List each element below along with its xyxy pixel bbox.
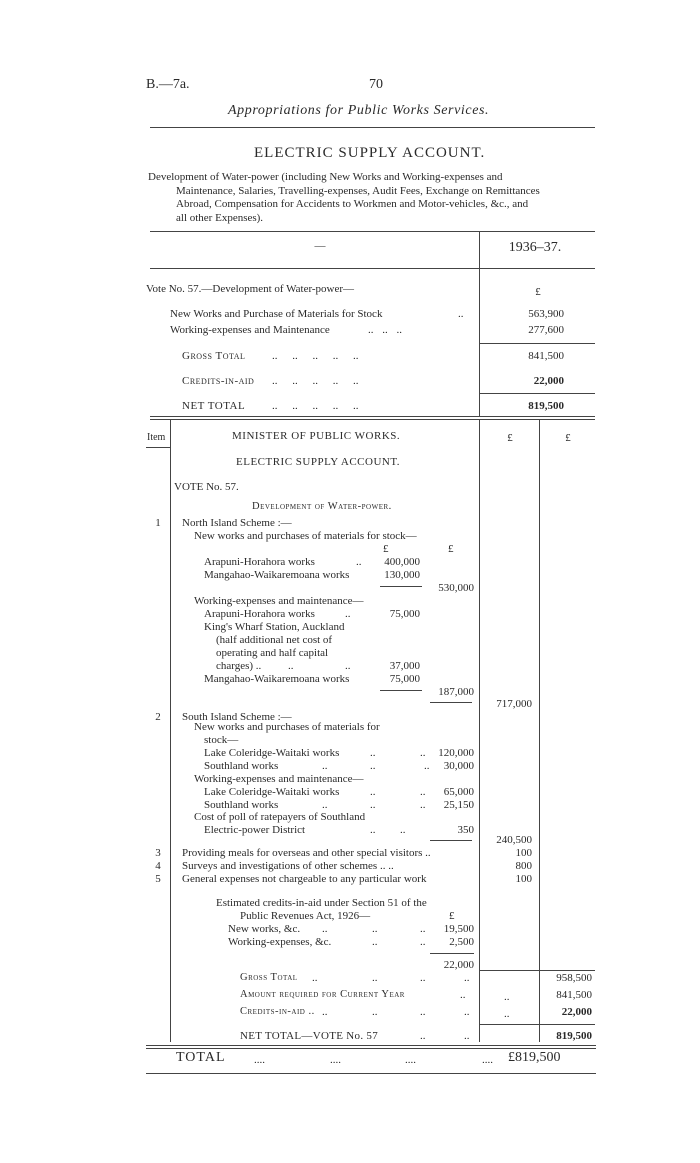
currency-col2: £	[565, 432, 571, 444]
leader-dots: ....	[405, 1054, 416, 1066]
summary-gross-label: Gross Total	[182, 350, 246, 362]
item-number: 3	[155, 847, 161, 859]
north-island-heading: North Island Scheme :—	[182, 517, 292, 529]
leader-dots: ..	[322, 799, 328, 811]
summary-row-label: Working-expenses and Maintenance	[170, 324, 330, 336]
est-new-works-label: New works, &c.	[228, 923, 301, 935]
ni-new-total: 530,000	[438, 582, 474, 594]
vote-line: Vote No. 57.—Development of Water-power—	[146, 283, 355, 295]
footer-rule	[146, 1073, 596, 1074]
summary-row-label: New Works and Purchase of Materials for Stock	[170, 308, 383, 320]
ni-working-heading: Working-expenses and maintenance—	[194, 595, 364, 607]
leader-dots: ..	[504, 991, 510, 1003]
amount-required-label: Amount required for Current Year	[240, 989, 405, 1000]
item-column-rule	[170, 419, 171, 1042]
summary-row-value: 563,900	[528, 308, 564, 320]
item-header-rule	[146, 447, 170, 448]
leader-dots: ..	[345, 608, 351, 620]
credits-in-aid-value: 22,000	[561, 1006, 592, 1018]
ni-total: 717,000	[496, 698, 532, 710]
summary-bottom-rule	[150, 416, 595, 417]
currency-col1: £	[507, 432, 513, 444]
summary-dots: .. .. .. .. ..	[272, 400, 359, 412]
southland-work-value: 25,150	[443, 799, 474, 811]
summary-subtotal-rule	[480, 343, 595, 344]
kings-wharf-value: 37,000	[389, 660, 420, 672]
amount-column-rule	[539, 419, 540, 1042]
leader-dots: ..	[420, 972, 426, 984]
item-label: Surveys and investigations of other schemes .. ..	[182, 860, 394, 872]
account-title: ELECTRIC SUPPLY ACCOUNT.	[254, 145, 486, 161]
leader-dots: ..	[464, 972, 470, 984]
totals-rule	[480, 1024, 595, 1025]
summary-currency: £	[535, 286, 541, 298]
southland-new-label: Southland works	[204, 760, 279, 772]
leader-dots: ....	[482, 1054, 493, 1066]
est-working-value: 2,500	[449, 936, 474, 948]
mangahao-work-label: Mangahao-Waikaremoana works	[204, 673, 350, 685]
leader-dots: ..	[370, 747, 376, 759]
item-label: General expenses not chargeable to any particular work	[182, 873, 427, 885]
si-total: 240,500	[496, 834, 532, 846]
leader-dots: ..	[322, 760, 328, 772]
leader-dots: ..	[420, 786, 426, 798]
si-new-works-line: New works and purchases of materials for	[194, 721, 380, 733]
ni-work-total: 187,000	[438, 686, 474, 698]
net-total-vote-label: NET TOTAL—VOTE No. 57	[240, 1030, 379, 1042]
lake-new-value: 120,000	[438, 747, 474, 759]
leader-dots: ..	[370, 760, 376, 772]
leader-dots: ..	[322, 923, 328, 935]
description-line: Maintenance, Salaries, Travelling-expenses, Audit Fees, Exchange on Remittances	[176, 184, 540, 197]
est-working-label: Working-expenses, &c.	[228, 936, 332, 948]
est-total: 22,000	[443, 959, 474, 971]
leader-dots: ..	[420, 747, 426, 759]
leader-dots: ..	[345, 660, 351, 672]
amount-required-value: 841,500	[556, 989, 592, 1001]
lake-work-value: 65,000	[443, 786, 474, 798]
summary-leader: ..	[458, 308, 464, 320]
kings-wharf-line: operating and half capital	[216, 647, 329, 659]
leader-dots: ..	[322, 1006, 328, 1018]
summary-gross-value: 841,500	[528, 350, 564, 362]
summary-top-rule	[150, 231, 595, 232]
leader-dots: ..	[420, 923, 426, 935]
gross-total-label: Gross Total	[240, 972, 298, 983]
summary-net-value: 819,500	[528, 400, 564, 412]
mangahao-new-label: Mangahao-Waikaremoana works	[204, 569, 350, 581]
summary-leader: .. .. ..	[368, 324, 402, 336]
poll-line: Electric-power District	[204, 824, 306, 836]
poll-label	[194, 811, 365, 837]
leader-dots: ..	[370, 786, 376, 798]
grand-total-label: TOTAL	[176, 1050, 226, 1065]
arapuni-work-label: Arapuni-Horahora works	[204, 608, 315, 620]
arapuni-new-value: 400,000	[384, 556, 420, 568]
net-total-vote-value: 819,500	[556, 1030, 592, 1042]
header-rule	[150, 127, 595, 128]
leader-dots: ..	[424, 760, 430, 772]
summary-credits-label: Credits-in-aid	[182, 375, 255, 387]
item-number: 4	[155, 860, 161, 872]
estimated-credits-heading	[216, 897, 427, 923]
leader-dots: ....	[254, 1054, 265, 1066]
leader-dots: ..	[288, 660, 294, 672]
southland-work-label: Southland works	[204, 799, 279, 811]
lake-work-label: Lake Coleridge-Waitaki works	[204, 786, 340, 798]
kings-wharf-line: (half additional net cost of	[216, 634, 333, 646]
subtotal-rule	[430, 953, 474, 954]
page-number: 70	[369, 77, 383, 92]
estimated-line: Estimated credits-in-aid under Section 51 of the	[216, 897, 427, 909]
item-value: 800	[515, 860, 532, 872]
leader-dots: ..	[312, 972, 318, 984]
leader-dots: ..	[464, 1030, 470, 1042]
mangahao-work-value: 75,000	[389, 673, 420, 685]
subtotal-rule	[380, 690, 422, 691]
amount-column-rule	[479, 419, 480, 1042]
arapuni-new-label: Arapuni-Horahora works	[204, 556, 315, 568]
si-working-heading: Working-expenses and maintenance—	[194, 773, 364, 785]
leader-dots: ..	[370, 824, 376, 836]
description-line: Abroad, Compensation for Accidents to Workmen and Motor-vehicles, &c., and	[176, 198, 529, 210]
subtotal-rule	[430, 702, 472, 703]
detail-bottom-rule	[146, 1048, 596, 1049]
item-value: 100	[515, 873, 532, 885]
leader-dots: ..	[400, 824, 406, 836]
arapuni-work-value: 75,000	[389, 608, 420, 620]
kings-wharf-line: King's Wharf Station, Auckland	[204, 621, 345, 633]
subtotal-rule	[380, 586, 422, 587]
leader-dots: ....	[330, 1054, 341, 1066]
report-code: B.—7a.	[146, 77, 190, 92]
leader-dots: ..	[372, 923, 378, 935]
est-new-works-value: 19,500	[443, 923, 474, 935]
page-subtitle: Appropriations for Public Works Services.	[228, 103, 490, 118]
item-number: 2	[155, 711, 161, 723]
detail-bottom-rule	[146, 1045, 596, 1046]
ni-new-works-heading: New works and purchases of materials for stock—	[194, 530, 417, 542]
leader-dots: ..	[460, 989, 466, 1001]
leader-dots: ..	[372, 936, 378, 948]
section-title: Development of Water-power.	[252, 501, 392, 512]
subtotal-rule	[430, 840, 472, 841]
item-value: 100	[515, 847, 532, 859]
leader-dots: ..	[372, 972, 378, 984]
leader-dots: ..	[372, 1006, 378, 1018]
lake-new-label: Lake Coleridge-Waitaki works	[204, 747, 340, 759]
item-number: 1	[155, 517, 161, 529]
poll-value: 350	[457, 824, 474, 836]
account-description	[148, 171, 540, 225]
vote-heading: VOTE No. 57.	[174, 481, 239, 493]
poll-line: Cost of poll of ratepayers of Southland	[194, 811, 366, 823]
totals-rule	[480, 970, 595, 971]
item-label: Providing meals for overseas and other special visitors ..	[182, 847, 431, 859]
description-line: Development of Water-power (including New Works and Working-expenses and	[148, 171, 503, 183]
summary-net-label: NET TOTAL	[182, 400, 246, 412]
summary-dash: —	[314, 240, 326, 252]
south-island-heading: South Island Scheme :—	[182, 711, 292, 723]
si-new-works-line: stock—	[204, 734, 239, 746]
leader-dots: ..	[420, 1030, 426, 1042]
pound-sign: £	[383, 543, 389, 555]
mangahao-new-value: 130,000	[384, 569, 420, 581]
summary-header-rule	[150, 268, 595, 269]
grand-total-value: £819,500	[508, 1050, 561, 1065]
item-column-header: Item	[147, 432, 166, 443]
gross-total-value: 958,500	[556, 972, 592, 984]
leader-dots: ..	[504, 1008, 510, 1020]
ministry-heading: MINISTER OF PUBLIC WORKS.	[232, 430, 401, 442]
leader-dots: ..	[356, 556, 362, 568]
si-new-works-heading	[194, 721, 380, 747]
leader-dots: ..	[420, 1006, 426, 1018]
kings-wharf-line: charges) ..	[216, 660, 262, 672]
credits-in-aid-label: Credits-in-aid ..	[240, 1006, 315, 1017]
leader-dots: ..	[420, 936, 426, 948]
pound-sign: £	[448, 543, 454, 555]
summary-bottom-rule	[150, 419, 595, 420]
item-number: 5	[155, 873, 161, 885]
estimated-line: Public Revenues Act, 1926—	[240, 910, 371, 922]
year-header: 1936–37.	[508, 240, 562, 255]
leader-dots: ..	[464, 1006, 470, 1018]
summary-dots: .. .. .. .. ..	[272, 350, 359, 362]
leader-dots: ..	[420, 799, 426, 811]
summary-credits-value: 22,000	[533, 375, 564, 387]
southland-new-value: 30,000	[443, 760, 474, 772]
summary-dots: .. .. .. .. ..	[272, 375, 359, 387]
kings-wharf-label	[204, 621, 344, 673]
account-heading: ELECTRIC SUPPLY ACCOUNT.	[236, 456, 400, 468]
summary-row-value: 277,600	[528, 324, 564, 336]
summary-net-rule	[480, 393, 595, 394]
leader-dots: ..	[370, 799, 376, 811]
pound-sign: £	[449, 910, 455, 922]
description-line: all other Expenses).	[176, 211, 264, 224]
